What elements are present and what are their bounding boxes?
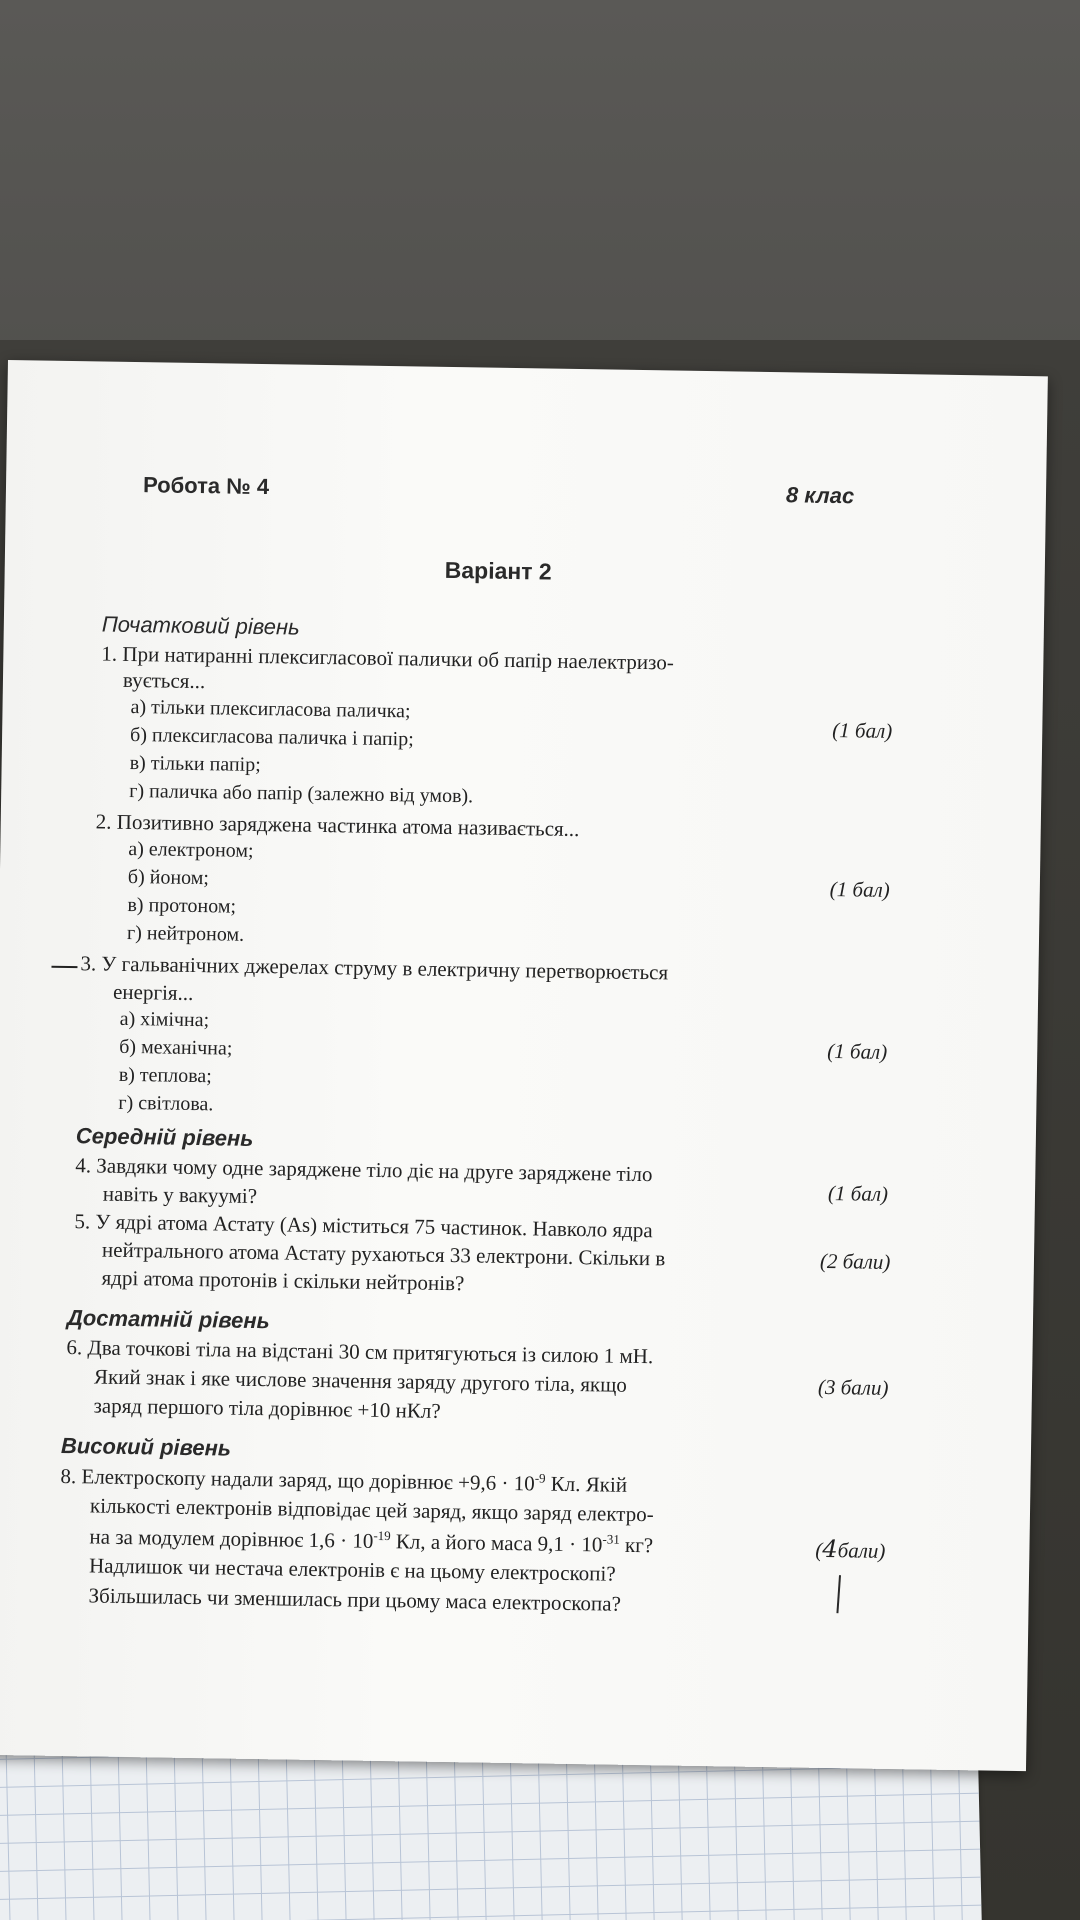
q1-line-1: 1. При натиранні плексигласової палички об папір наелектризо- — [101, 641, 674, 675]
variant-title: Варіант 2 — [444, 556, 552, 585]
q8-exponent-electron-charge: -19 — [373, 1527, 391, 1544]
q3-line-1: 3. У гальванічних джерелах струму в електричну перетворюється — [80, 951, 669, 985]
q3-option-d: г) світлова. — [118, 1091, 214, 1116]
worksheet-page — [0, 360, 1048, 1771]
q1-score: (1 бал) — [832, 717, 893, 743]
q8-score-rest: бали) — [837, 1538, 886, 1563]
q3-option-b: б) механічна; — [119, 1035, 233, 1060]
level-high-heading: Високий рівень — [60, 1432, 232, 1461]
q1-option-a: а) тільки плексигласова паличка; — [130, 695, 411, 723]
q8-score-open: ( — [815, 1537, 823, 1562]
q8-line-3-mid: Кл, а його маса 9,1 · 10 — [390, 1529, 603, 1557]
q2-option-b: б) йоном; — [127, 865, 210, 890]
q8-line-1-text: 8. Електроскопу надали заряд, що дорівнює +9,6 · 10 — [60, 1463, 535, 1496]
q3-option-c: в) теплова; — [118, 1063, 212, 1088]
q1-option-c: в) тільки папір; — [129, 751, 261, 777]
q8-line-5: Збільшилась чи зменшилась при цьому маса електроскопа? — [88, 1583, 622, 1616]
q8-line-3 — [89, 1523, 653, 1558]
q3-score: (1 бал) — [827, 1038, 888, 1064]
q8-line-1 — [60, 1463, 627, 1498]
q8-line-3-text: на за модулем дорівнює 1,6 · 10 — [89, 1524, 374, 1553]
q8-line-1-tail: Кл. Якій — [545, 1471, 628, 1497]
handwritten-dash-mark — [51, 966, 77, 968]
q6-line-1: 6. Два точкові тіла на відстані 30 см притягуються із силою 1 мН. — [66, 1335, 654, 1369]
grade-label: 8 клас — [785, 482, 855, 509]
q6-line-2: Який знак і яке числове значення заряду другого тіла, якщо — [93, 1364, 628, 1397]
handwritten-correction-mark — [829, 1573, 860, 1617]
q8-line-2: кількості електронів відповідає цей заряд, якщо заряд електро- — [89, 1493, 654, 1527]
q3-option-a: а) хімічна; — [119, 1007, 210, 1032]
q5-line-2: нейтрального атома Астату рухаються 33 електрони. Скільки в — [101, 1237, 666, 1271]
q1-option-b: б) плексигласова паличка і папір; — [129, 723, 414, 751]
q1-option-d: г) паличка або папір (залежно від умов). — [129, 779, 474, 808]
q8-score-digit: 4 — [822, 1534, 838, 1564]
q8-exponent-charge: -9 — [534, 1470, 546, 1486]
q8-line-4: Надлишок чи нестача електронів є на цьому електроскопі? — [88, 1553, 616, 1586]
q2-line-1: 2. Позитивно заряджена частинка атома називається... — [95, 809, 580, 842]
q5-line-3: ядрі атома протонів і скільки нейтронів? — [101, 1265, 465, 1296]
q2-option-a: а) електроном; — [128, 837, 254, 862]
q5-score: (2 бали) — [819, 1248, 891, 1274]
level-middle-heading: Середній рівень — [75, 1123, 254, 1151]
q5-line-1: 5. У ядрі атома Астату (As) міститься 75 частинок. Навколо ядра — [74, 1209, 653, 1243]
q2-option-d: г) нейтроном. — [126, 921, 245, 946]
q4-score: (1 бал) — [827, 1180, 889, 1206]
q8-exponent-electron-mass: -31 — [602, 1531, 620, 1547]
level-sufficient-heading: Достатній рівень — [66, 1305, 270, 1334]
q4-line-1: 4. Завдяки чому одне заряджене тіло діє на друге заряджене тіло — [75, 1153, 653, 1187]
work-title: Робота № 4 — [142, 472, 270, 500]
q1-line-2: вується... — [122, 667, 206, 694]
q8-line-3-tail: кг? — [619, 1532, 654, 1558]
q8-score — [815, 1535, 885, 1564]
q2-score: (1 бал) — [829, 876, 890, 902]
level-initial-heading: Початковий рівень — [101, 611, 300, 640]
q6-score: (3 бали) — [817, 1374, 889, 1400]
q2-option-c: в) протоном; — [127, 893, 237, 918]
q6-line-3: заряд першого тіла дорівнює +10 нКл? — [93, 1393, 441, 1423]
q4-line-2: навіть у вакуумі? — [102, 1181, 258, 1209]
q3-line-2: енергія... — [112, 979, 194, 1005]
